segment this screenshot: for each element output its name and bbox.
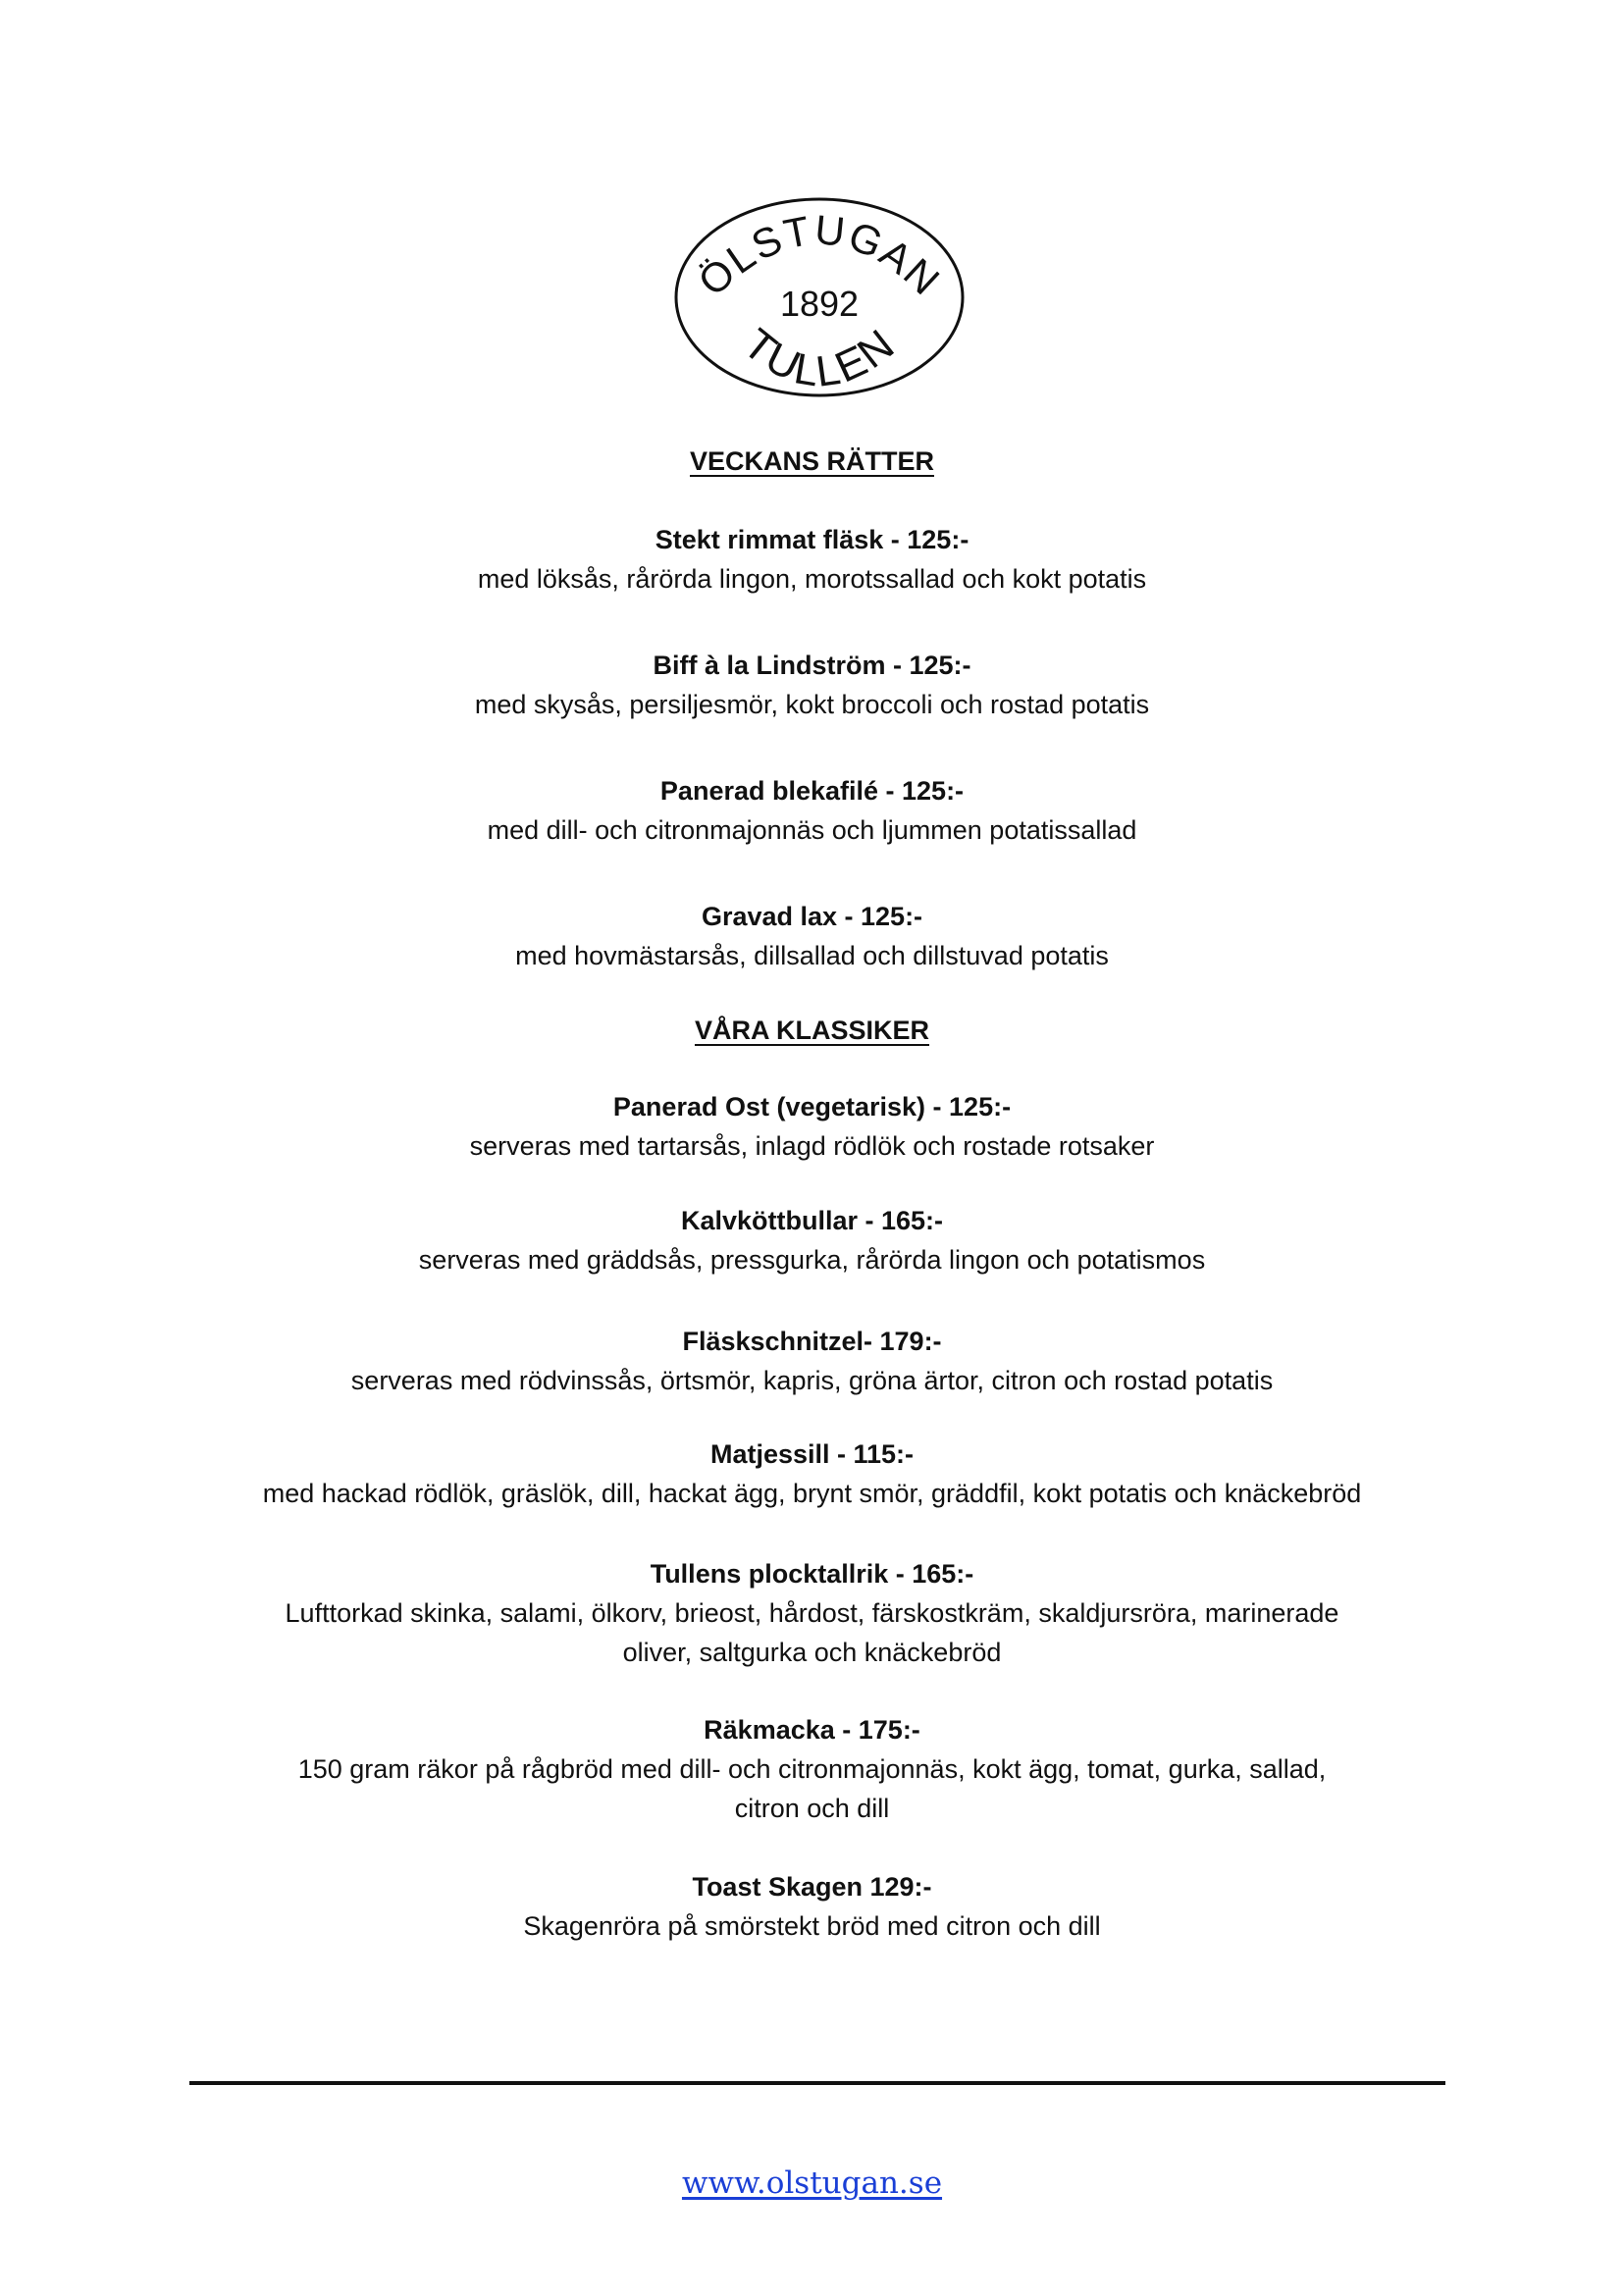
dish-title: Kalvköttbullar - 165:- [680, 1206, 944, 1235]
dish-title: Stekt rimmat fläsk - 125:- [655, 525, 969, 554]
menu-item [0, 771, 1624, 850]
section-heading-vara-klassiker: VÅRA KLASSIKER [694, 1016, 930, 1045]
dish-description: serveras med gräddsås, pressgurka, rårörda lingon och potatismos [418, 1245, 1206, 1275]
menu-item [0, 897, 1624, 975]
menu-item [0, 646, 1624, 724]
olstugan-logo [672, 194, 967, 400]
dish-description: Skagenröra på smörstekt bröd med citron och dill [523, 1911, 1101, 1941]
menu-item [0, 1867, 1624, 1946]
section-heading-veckans-ratter: VECKANS RÄTTER [689, 446, 934, 476]
website-link[interactable]: www.olstugan.se [681, 2165, 943, 2201]
dish-title: Toast Skagen 129:- [692, 1872, 932, 1902]
dish-description: med dill- och citronmajonnäs och ljummen potatissallad [487, 815, 1137, 845]
dish-description: Lufttorkad skinka, salami, ölkorv, brieost, hårdost, färskostkräm, skaldjursröra, marinerade [285, 1598, 1339, 1628]
dish-title: Panerad blekafilé - 125:- [659, 776, 965, 806]
dish-title: Fläskschnitzel- 179:- [682, 1327, 942, 1356]
dish-description: med hovmästarsås, dillsallad och dillstuvad potatis [515, 941, 1109, 970]
dish-description: 150 gram räkor på rågbröd med dill- och citronmajonnäs, kokt ägg, tomat, gurka, sallad, [297, 1754, 1327, 1784]
dish-title: Räkmacka - 175:- [704, 1715, 920, 1745]
dish-description: oliver, saltgurka och knäckebröd [622, 1638, 1002, 1667]
svg-text:ÖLSTUGAN: ÖLSTUGAN [689, 206, 950, 305]
dish-title: Biff à la Lindström - 125:- [653, 651, 971, 680]
dish-title: Matjessill - 115:- [709, 1439, 915, 1469]
dish-title: Gravad lax - 125:- [701, 902, 923, 931]
svg-text:TULLEN: TULLEN [734, 319, 905, 396]
menu-item [0, 1322, 1624, 1400]
dish-description: serveras med rödvinssås, örtsmör, kapris, gröna ärtor, citron och rostad potatis [350, 1366, 1274, 1395]
dish-description: med skysås, persiljesmör, kokt broccoli och rostad potatis [474, 690, 1150, 719]
menu-item [0, 1434, 1624, 1513]
footer-divider [189, 2081, 1445, 2085]
dish-title: Panerad Ost (vegetarisk) - 125:- [612, 1092, 1012, 1121]
dish-description: med hackad rödlök, gräslök, dill, hackat ägg, brynt smör, gräddfil, kokt potatis och knäckebröd [262, 1479, 1362, 1508]
dish-description: med löksås, rårörda lingon, morotssallad och kokt potatis [477, 564, 1147, 594]
dish-description: citron och dill [734, 1794, 890, 1823]
menu-item [0, 520, 1624, 599]
svg-text:1892: 1892 [779, 284, 860, 324]
menu-item [0, 1087, 1624, 1166]
menu-item [0, 1554, 1624, 1672]
menu-item [0, 1710, 1624, 1828]
dish-title: Tullens plocktallrik - 165:- [650, 1559, 974, 1589]
dish-description: serveras med tartarsås, inlagd rödlök och rostade rotsaker [469, 1131, 1155, 1161]
menu-item [0, 1201, 1624, 1279]
